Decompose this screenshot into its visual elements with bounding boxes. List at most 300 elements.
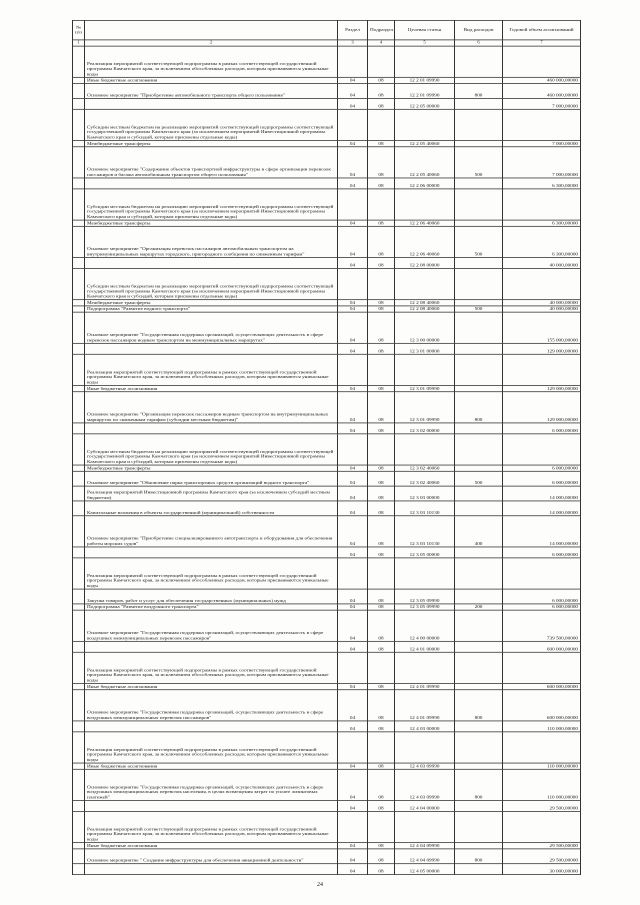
razdel-cell: 04 bbox=[338, 516, 368, 547]
amount-cell: 7 000,00000 bbox=[503, 141, 581, 147]
expense-type-cell: 800 bbox=[455, 690, 503, 721]
row-number-cell bbox=[73, 312, 85, 343]
podrazdel-cell bbox=[368, 558, 395, 589]
table-row bbox=[73, 811, 581, 842]
row-number-cell bbox=[73, 392, 85, 423]
podrazdel-cell: 08 bbox=[368, 641, 395, 652]
expense-type-cell: 500 bbox=[455, 306, 503, 312]
amount-cell: 40 000,00000 bbox=[503, 306, 581, 312]
amount-cell bbox=[503, 434, 581, 465]
amount-cell: 129 000,00000 bbox=[503, 343, 581, 354]
amount-cell: 110 000,00000 bbox=[503, 721, 581, 732]
podrazdel-cell bbox=[368, 732, 395, 763]
razdel-cell: 04 bbox=[338, 501, 368, 516]
razdel-cell: 04 bbox=[338, 226, 368, 257]
amount-cell: 6 000,00000 bbox=[503, 465, 581, 471]
podrazdel-cell: 08 bbox=[368, 306, 395, 312]
razdel-cell: 04 bbox=[338, 300, 368, 306]
podrazdel-cell: 08 bbox=[368, 226, 395, 257]
row-number-cell bbox=[73, 732, 85, 763]
amount-cell bbox=[503, 354, 581, 385]
razdel-cell: 04 bbox=[338, 77, 368, 83]
target-article-cell: 12 4 03 09990 bbox=[395, 769, 455, 800]
podrazdel-cell bbox=[368, 189, 395, 220]
row-number-cell bbox=[73, 769, 85, 800]
amount-cell: 6 300,00000 bbox=[503, 226, 581, 257]
index-cell: 7 bbox=[503, 40, 581, 46]
header-podrazdel: Подраздел bbox=[368, 20, 395, 40]
index-cell: 6 bbox=[455, 40, 503, 46]
target-article-cell bbox=[395, 189, 455, 220]
item-name-cell: Основное мероприятие "Государственная поддержка организаций, осуществляющих деятельность в сфере воздушных межмуниципальных перевозок пассажиров" bbox=[85, 610, 338, 641]
row-number-cell bbox=[73, 610, 85, 641]
table-row bbox=[73, 849, 581, 864]
item-name-cell bbox=[85, 343, 338, 354]
razdel-cell: 04 bbox=[338, 690, 368, 721]
item-name-cell: Иные бюджетные ассигнования bbox=[85, 763, 338, 769]
table-row bbox=[73, 354, 581, 385]
row-number-cell bbox=[73, 811, 85, 842]
target-article-cell: 12 3 03 10130 bbox=[395, 516, 455, 547]
expense-type-cell bbox=[455, 354, 503, 385]
table-row bbox=[73, 721, 581, 732]
podrazdel-cell: 08 bbox=[368, 849, 395, 864]
expense-type-cell bbox=[455, 258, 503, 269]
expense-type-cell bbox=[455, 811, 503, 842]
razdel-cell bbox=[338, 732, 368, 763]
podrazdel-cell: 08 bbox=[368, 220, 395, 226]
index-cell: 2 bbox=[85, 40, 338, 46]
item-name-cell: Основное мероприятие "Государственная поддержка организаций, осуществляющих деятельность в сфере воздушных межмуниципальных перевозок пассажиров" bbox=[85, 690, 338, 721]
table-row bbox=[73, 652, 581, 683]
podrazdel-cell: 08 bbox=[368, 864, 395, 875]
item-name-cell: Подпрограмма "Развитие водного транспорта" bbox=[85, 306, 338, 312]
target-article-cell bbox=[395, 652, 455, 683]
amount-cell: 110 000,00000 bbox=[503, 769, 581, 800]
row-number-cell bbox=[73, 547, 85, 558]
item-name-cell: Основное мероприятие "Обновление парка транспортных средств организаций водного транспорта" bbox=[85, 471, 338, 486]
expense-type-cell bbox=[455, 641, 503, 652]
table-body bbox=[73, 46, 581, 874]
expense-type-cell bbox=[455, 486, 503, 501]
amount-cell: 7 000,00000 bbox=[503, 147, 581, 178]
table-row bbox=[73, 471, 581, 486]
row-number-cell bbox=[73, 471, 85, 486]
razdel-cell: 04 bbox=[338, 258, 368, 269]
expense-type-cell bbox=[455, 189, 503, 220]
row-number-cell bbox=[73, 109, 85, 140]
table-row bbox=[73, 558, 581, 589]
razdel-cell: 04 bbox=[338, 486, 368, 501]
amount-cell bbox=[503, 811, 581, 842]
razdel-cell: 04 bbox=[338, 306, 368, 312]
item-name-cell: Основное мероприятие "Государственная поддержка организаций, осуществляющих деятельность в сфере перевозок пассажиров водным транспортом на межмуниципальных маршрутах" bbox=[85, 312, 338, 343]
row-number-cell bbox=[73, 641, 85, 652]
row-number-cell bbox=[73, 486, 85, 501]
item-name-cell: Основное мероприятие "Приобретение автомобильного транспорта общего пользования" bbox=[85, 84, 338, 99]
item-name-cell: Межбюджетные трансферты bbox=[85, 465, 338, 471]
expense-type-cell bbox=[455, 800, 503, 811]
podrazdel-cell: 08 bbox=[368, 312, 395, 343]
item-name-cell: Межбюджетные трансферты bbox=[85, 300, 338, 306]
razdel-cell: 04 bbox=[338, 864, 368, 875]
target-article-cell: 12 2 01 09990 bbox=[395, 77, 455, 83]
table-row bbox=[73, 486, 581, 501]
amount-cell bbox=[503, 268, 581, 299]
razdel-cell: 04 bbox=[338, 769, 368, 800]
amount-cell bbox=[503, 189, 581, 220]
header-razdel: Раздел bbox=[338, 20, 368, 40]
target-article-cell: 12 4 04 09990 bbox=[395, 843, 455, 849]
table-header-row bbox=[73, 20, 581, 40]
amount-cell: 460 000,00000 bbox=[503, 84, 581, 99]
table-row bbox=[73, 312, 581, 343]
header-expense-type: Вид расходов bbox=[455, 20, 503, 40]
expense-type-cell bbox=[455, 501, 503, 516]
podrazdel-cell: 08 bbox=[368, 843, 395, 849]
expense-type-cell bbox=[455, 732, 503, 763]
podrazdel-cell: 08 bbox=[368, 690, 395, 721]
podrazdel-cell: 08 bbox=[368, 471, 395, 486]
item-name-cell: Субсидии местным бюджетам на реализацию мероприятий соответствующей подпрограммы соответствующей государственной программы Камчатского края (за исключением мероприятий Инвестиционной программы Камчатского края и субсидий, которым присвоены отдельные коды) bbox=[85, 434, 338, 465]
item-name-cell: Основное мероприятие "Содержание объектов транспортной инфраструктуры в сфере организации перевозок пассажиров и багажа автомобильным транспортом общего пользования" bbox=[85, 147, 338, 178]
podrazdel-cell: 08 bbox=[368, 423, 395, 434]
table-row bbox=[73, 392, 581, 423]
podrazdel-cell: 08 bbox=[368, 516, 395, 547]
amount-cell: 30 000,00000 bbox=[503, 864, 581, 875]
item-name-cell bbox=[85, 721, 338, 732]
podrazdel-cell: 08 bbox=[368, 486, 395, 501]
expense-type-cell bbox=[455, 434, 503, 465]
table-row bbox=[73, 109, 581, 140]
target-article-cell: 12 3 05 00000 bbox=[395, 547, 455, 558]
target-article-cell: 12 3 03 10130 bbox=[395, 501, 455, 516]
razdel-cell: 04 bbox=[338, 763, 368, 769]
expense-type-cell: 500 bbox=[455, 471, 503, 486]
target-article-cell: 12 4 00 00000 bbox=[395, 610, 455, 641]
table-row bbox=[73, 769, 581, 800]
amount-cell: 155 000,00000 bbox=[503, 312, 581, 343]
razdel-cell bbox=[338, 434, 368, 465]
item-name-cell bbox=[85, 258, 338, 269]
podrazdel-cell bbox=[368, 652, 395, 683]
razdel-cell bbox=[338, 558, 368, 589]
item-name-cell: Основное мероприятие "Организация перевозок пассажиров автомобильным транспортом на внутримуниципальных маршрутах городского, пригородного сообщения по сниженным тарифам" bbox=[85, 226, 338, 257]
podrazdel-cell: 08 bbox=[368, 800, 395, 811]
razdel-cell: 04 bbox=[338, 683, 368, 689]
target-article-cell: 12 2 06 40060 bbox=[395, 220, 455, 226]
item-name-cell bbox=[85, 423, 338, 434]
target-article-cell bbox=[395, 46, 455, 77]
row-number-cell bbox=[73, 849, 85, 864]
target-article-cell: 12 2 05 40060 bbox=[395, 147, 455, 178]
podrazdel-cell: 08 bbox=[368, 763, 395, 769]
razdel-cell: 04 bbox=[338, 547, 368, 558]
item-name-cell: Иные бюджетные ассигнования bbox=[85, 683, 338, 689]
amount-cell: 600 000,00000 bbox=[503, 641, 581, 652]
podrazdel-cell: 08 bbox=[368, 98, 395, 109]
item-name-cell bbox=[85, 178, 338, 189]
row-number-cell bbox=[73, 516, 85, 547]
podrazdel-cell: 08 bbox=[368, 392, 395, 423]
target-article-cell: 12 3 03 00000 bbox=[395, 486, 455, 501]
podrazdel-cell: 08 bbox=[368, 769, 395, 800]
podrazdel-cell: 08 bbox=[368, 465, 395, 471]
target-article-cell: 12 4 01 09990 bbox=[395, 683, 455, 689]
podrazdel-cell: 08 bbox=[368, 501, 395, 516]
target-article-cell: 12 4 05 00000 bbox=[395, 864, 455, 875]
row-number-cell bbox=[73, 558, 85, 589]
podrazdel-cell: 08 bbox=[368, 547, 395, 558]
header-number: № п/п bbox=[73, 20, 85, 40]
table-row bbox=[73, 178, 581, 189]
target-article-cell: 12 3 01 09990 bbox=[395, 385, 455, 391]
table-row bbox=[73, 258, 581, 269]
amount-cell: 40 000,00000 bbox=[503, 258, 581, 269]
table-row bbox=[73, 147, 581, 178]
expense-type-cell: 800 bbox=[455, 849, 503, 864]
podrazdel-cell bbox=[368, 268, 395, 299]
index-cell: 5 bbox=[395, 40, 455, 46]
row-number-cell bbox=[73, 423, 85, 434]
table-row bbox=[73, 189, 581, 220]
razdel-cell: 04 bbox=[338, 220, 368, 226]
target-article-cell: 12 2 06 00000 bbox=[395, 178, 455, 189]
expense-type-cell bbox=[455, 589, 503, 604]
item-name-cell: Иные бюджетные ассигнования bbox=[85, 385, 338, 391]
razdel-cell: 04 bbox=[338, 84, 368, 99]
amount-cell: 6 000,00000 bbox=[503, 589, 581, 604]
razdel-cell bbox=[338, 46, 368, 77]
expense-type-cell bbox=[455, 610, 503, 641]
razdel-cell: 04 bbox=[338, 423, 368, 434]
row-number-cell bbox=[73, 147, 85, 178]
podrazdel-cell: 08 bbox=[368, 300, 395, 306]
amount-cell: 14 000,00000 bbox=[503, 501, 581, 516]
amount-cell: 6 000,00000 bbox=[503, 547, 581, 558]
table-row bbox=[73, 423, 581, 434]
item-name-cell: Реализация мероприятий соответствующей подпрограммы в рамках соответствующей государственной программы Камчатского края, за исключением обособленных расходов, которым присваиваются уникальные коды bbox=[85, 732, 338, 763]
target-article-cell: 12 4 04 00000 bbox=[395, 800, 455, 811]
table-row bbox=[73, 610, 581, 641]
amount-cell: 6 000,00000 bbox=[503, 423, 581, 434]
amount-cell bbox=[503, 109, 581, 140]
table-row bbox=[73, 268, 581, 299]
target-article-cell: 12 2 05 40060 bbox=[395, 141, 455, 147]
row-number-cell bbox=[73, 800, 85, 811]
razdel-cell: 04 bbox=[338, 312, 368, 343]
podrazdel-cell: 08 bbox=[368, 604, 395, 610]
item-name-cell bbox=[85, 864, 338, 875]
amount-cell: 29 500,00000 bbox=[503, 800, 581, 811]
header-annual-amount: Годовой объем ассигнований bbox=[503, 20, 581, 40]
amount-cell: 29 500,00000 bbox=[503, 843, 581, 849]
row-number-cell bbox=[73, 84, 85, 99]
row-number-cell bbox=[73, 268, 85, 299]
podrazdel-cell: 08 bbox=[368, 141, 395, 147]
target-article-cell bbox=[395, 268, 455, 299]
podrazdel-cell bbox=[368, 46, 395, 77]
razdel-cell: 04 bbox=[338, 343, 368, 354]
target-article-cell: 12 2 08 00000 bbox=[395, 258, 455, 269]
item-name-cell: Реализация мероприятий соответствующей подпрограммы в рамках соответствующей государственной программы Камчатского края, за исключением обособленных расходов, которым присваиваются уникальные коды bbox=[85, 558, 338, 589]
razdel-cell: 04 bbox=[338, 610, 368, 641]
target-article-cell: 12 4 03 00000 bbox=[395, 721, 455, 732]
razdel-cell: 04 bbox=[338, 98, 368, 109]
razdel-cell: 04 bbox=[338, 385, 368, 391]
table-row bbox=[73, 516, 581, 547]
item-name-cell: Подпрограмма "Развитие воздушного транспорта" bbox=[85, 604, 338, 610]
amount-cell: 460 000,00000 bbox=[503, 77, 581, 83]
razdel-cell: 04 bbox=[338, 641, 368, 652]
row-number-cell bbox=[73, 178, 85, 189]
amount-cell: 129 000,00000 bbox=[503, 392, 581, 423]
razdel-cell: 04 bbox=[338, 141, 368, 147]
amount-cell: 7 000,00000 bbox=[503, 98, 581, 109]
table-row bbox=[73, 864, 581, 875]
item-name-cell: Иные бюджетные ассигнования bbox=[85, 77, 338, 83]
target-article-cell bbox=[395, 109, 455, 140]
podrazdel-cell: 08 bbox=[368, 610, 395, 641]
podrazdel-cell: 08 bbox=[368, 343, 395, 354]
target-article-cell: 12 2 06 40060 bbox=[395, 226, 455, 257]
item-name-cell: Капитальные вложения в объекты государственной (муниципальной) собственности bbox=[85, 501, 338, 516]
amount-cell bbox=[503, 46, 581, 77]
amount-cell: 6 300,00000 bbox=[503, 220, 581, 226]
row-number-cell bbox=[73, 434, 85, 465]
item-name-cell: Реализация мероприятий соответствующей подпрограммы в рамках соответствующей государственной программы Камчатского края, за исключением обособленных расходов, которым присваиваются уникальные коды bbox=[85, 46, 338, 77]
row-number-cell bbox=[73, 501, 85, 516]
table-row bbox=[73, 434, 581, 465]
table-row bbox=[73, 732, 581, 763]
table-row bbox=[73, 641, 581, 652]
amount-cell: 14 000,00000 bbox=[503, 486, 581, 501]
razdel-cell: 04 bbox=[338, 465, 368, 471]
amount-cell: 14 000,00000 bbox=[503, 516, 581, 547]
target-article-cell: 12 3 05 09990 bbox=[395, 589, 455, 604]
razdel-cell bbox=[338, 652, 368, 683]
item-name-cell: Субсидии местным бюджетам на реализацию мероприятий соответствующей подпрограммы соответствующей государственной программы Камчатского края (за исключением мероприятий Инвестиционной программы Камчатского края и субсидий, которым присвоены отдельные коды) bbox=[85, 189, 338, 220]
item-name-cell: Реализация мероприятий соответствующей подпрограммы в рамках соответствующей государственной программы Камчатского края, за исключением обособленных расходов, которым присваиваются уникальные коды bbox=[85, 811, 338, 842]
index-cell: 4 bbox=[368, 40, 395, 46]
podrazdel-cell: 08 bbox=[368, 178, 395, 189]
expense-type-cell bbox=[455, 312, 503, 343]
amount-cell: 29 500,00000 bbox=[503, 849, 581, 864]
row-number-cell bbox=[73, 226, 85, 257]
item-name-cell: Межбюджетные трансферты bbox=[85, 220, 338, 226]
item-name-cell: Субсидии местным бюджетам на реализацию мероприятий соответствующей подпрограммы соответствующей государственной программы Камчатского края (за исключением мероприятий Инвестиционной программы Камчатского края и субсидий, которым присвоены отдельные коды) bbox=[85, 268, 338, 299]
razdel-cell: 04 bbox=[338, 589, 368, 604]
razdel-cell: 04 bbox=[338, 849, 368, 864]
expense-type-cell bbox=[455, 109, 503, 140]
expense-type-cell bbox=[455, 423, 503, 434]
table-row bbox=[73, 800, 581, 811]
amount-cell: 129 000,00000 bbox=[503, 385, 581, 391]
target-article-cell: 12 3 05 09990 bbox=[395, 604, 455, 610]
amount-cell bbox=[503, 558, 581, 589]
expense-type-cell bbox=[455, 864, 503, 875]
expense-type-cell bbox=[455, 98, 503, 109]
podrazdel-cell: 08 bbox=[368, 683, 395, 689]
podrazdel-cell: 08 bbox=[368, 147, 395, 178]
table-row bbox=[73, 98, 581, 109]
target-article-cell: 12 4 04 09990 bbox=[395, 849, 455, 864]
expense-type-cell: 500 bbox=[455, 226, 503, 257]
target-article-cell: 12 3 01 09990 bbox=[395, 392, 455, 423]
row-number-cell bbox=[73, 864, 85, 875]
item-name-cell: Основное мероприятие "Государственная поддержка организаций, осуществляющих деятельность в сфере воздушных межмуниципальных перевозок населения, в целях возмещения затрат по уплате лизинговых платежей" bbox=[85, 769, 338, 800]
expense-type-cell: 400 bbox=[455, 516, 503, 547]
table-row bbox=[73, 547, 581, 558]
podrazdel-cell bbox=[368, 109, 395, 140]
razdel-cell: 04 bbox=[338, 178, 368, 189]
item-name-cell bbox=[85, 641, 338, 652]
razdel-cell bbox=[338, 109, 368, 140]
expense-type-cell bbox=[455, 178, 503, 189]
podrazdel-cell: 08 bbox=[368, 258, 395, 269]
razdel-cell bbox=[338, 811, 368, 842]
row-number-cell bbox=[73, 652, 85, 683]
item-name-cell: Субсидии местным бюджетам на реализацию мероприятий соответствующей подпрограммы соответствующей государственной программы Камчатского края (за исключением мероприятий Инвестиционной программы Камчатского края и субсидий, которым присвоены отдельные коды) bbox=[85, 109, 338, 140]
razdel-cell: 04 bbox=[338, 604, 368, 610]
podrazdel-cell bbox=[368, 434, 395, 465]
target-article-cell bbox=[395, 811, 455, 842]
table-row bbox=[73, 690, 581, 721]
target-article-cell bbox=[395, 434, 455, 465]
podrazdel-cell bbox=[368, 811, 395, 842]
expense-type-cell: 500 bbox=[455, 147, 503, 178]
amount-cell: 6 300,00000 bbox=[503, 178, 581, 189]
razdel-cell: 04 bbox=[338, 800, 368, 811]
row-number-cell bbox=[73, 343, 85, 354]
row-number-cell bbox=[73, 721, 85, 732]
target-article-cell bbox=[395, 558, 455, 589]
target-article-cell: 12 3 00 00000 bbox=[395, 312, 455, 343]
podrazdel-cell: 08 bbox=[368, 77, 395, 83]
row-number-cell bbox=[73, 46, 85, 77]
target-article-cell: 12 3 01 00000 bbox=[395, 343, 455, 354]
expense-type-cell: 800 bbox=[455, 84, 503, 99]
amount-cell: 110 000,00000 bbox=[503, 763, 581, 769]
table-row bbox=[73, 46, 581, 77]
expense-type-cell bbox=[455, 547, 503, 558]
item-name-cell bbox=[85, 800, 338, 811]
table-row bbox=[73, 343, 581, 354]
row-number-cell bbox=[73, 189, 85, 220]
expense-type-cell bbox=[455, 652, 503, 683]
item-name-cell: Основное мероприятие "Приобретение специализированного автотранспорта и оборудования для обеспечения работы морских судов" bbox=[85, 516, 338, 547]
expense-type-cell bbox=[455, 558, 503, 589]
table-row bbox=[73, 226, 581, 257]
expense-type-cell bbox=[455, 343, 503, 354]
expense-type-cell bbox=[455, 721, 503, 732]
target-article-cell: 12 2 08 40060 bbox=[395, 300, 455, 306]
row-number-cell bbox=[73, 258, 85, 269]
row-number-cell bbox=[73, 589, 85, 604]
expense-type-cell: 800 bbox=[455, 769, 503, 800]
header-target-article: Целевая статья bbox=[395, 20, 455, 40]
target-article-cell: 12 4 03 09990 bbox=[395, 763, 455, 769]
item-name-cell: Реализация мероприятий Инвестиционной программы Камчатского края (за исключением субсидий местным бюджетам) bbox=[85, 486, 338, 501]
item-name-cell: Основное мероприятие " Создание инфраструктуры для обеспечения авиационной деятельности" bbox=[85, 849, 338, 864]
table-row bbox=[73, 501, 581, 516]
podrazdel-cell: 08 bbox=[368, 385, 395, 391]
row-number-cell bbox=[73, 98, 85, 109]
target-article-cell: 12 3 02 40060 bbox=[395, 465, 455, 471]
item-name-cell: Реализация мероприятий соответствующей подпрограммы в рамках соответствующей государственной программы Камчатского края, за исключением обособленных расходов, которым присваиваются уникальные коды bbox=[85, 354, 338, 385]
expense-type-cell: 200 bbox=[455, 604, 503, 610]
item-name-cell: Межбюджетные трансферты bbox=[85, 141, 338, 147]
